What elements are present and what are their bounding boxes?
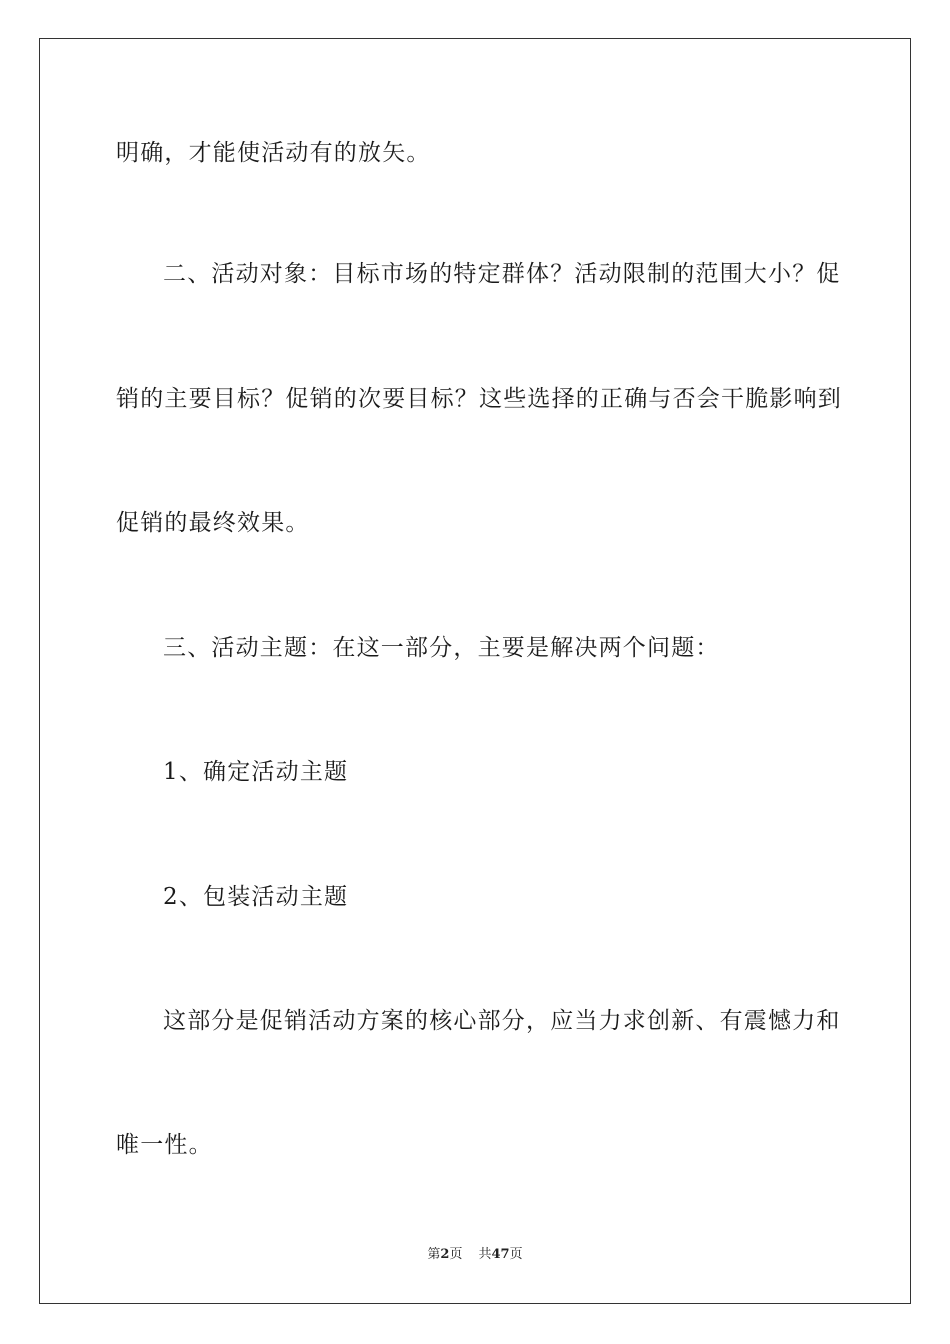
page-footer [0, 1246, 950, 1264]
page-suffix: 页 [449, 1247, 463, 1262]
total-pages: 47 [491, 1247, 510, 1262]
total-prefix: 共 [478, 1247, 492, 1262]
text-line-8: 这部分是促销活动方案的核心部分，应当力求创新、有震憾力和 [163, 1008, 841, 1034]
page-border [39, 38, 911, 1304]
text-line-5: 三、活动主题：在这一部分，主要是解决两个问题： [163, 635, 720, 661]
text-line-6: 1、确定活动主题 [163, 759, 349, 785]
text-line-4: 促销的最终效果。 [116, 510, 310, 536]
page-number: 2 [440, 1247, 450, 1262]
total-suffix: 页 [509, 1247, 523, 1262]
text-line-1: 明确，才能使活动有的放矢。 [116, 140, 431, 166]
text-line-7: 2、包装活动主题 [163, 884, 349, 910]
text-line-9: 唯一性。 [116, 1132, 213, 1158]
page-prefix: 第 [427, 1247, 441, 1262]
text-line-3: 销的主要目标？促销的次要目标？这些选择的正确与否会干脆影响到 [116, 386, 842, 412]
text-line-2: 二、活动对象：目标市场的特定群体？活动限制的范围大小？促 [163, 261, 841, 287]
